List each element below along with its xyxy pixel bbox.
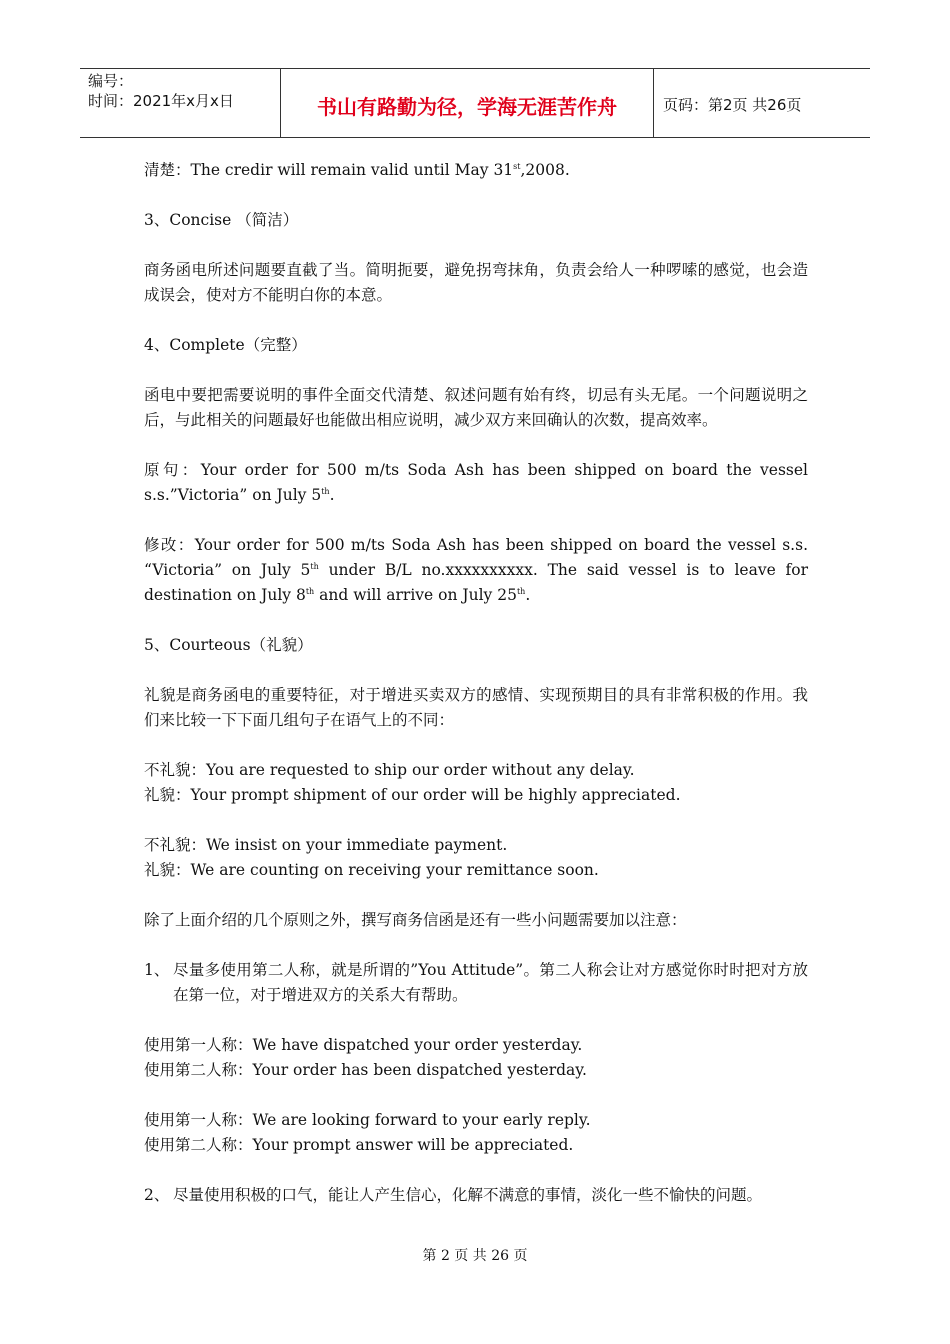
page-footer: 第 2 页 共 26 页 — [422, 1248, 528, 1264]
example-rude-1: 不礼貌：You are requested to ship our order without any delay. — [144, 761, 635, 779]
paragraph-courteous: 礼貌是商务函电的重要特征，对于增进买卖双方的感情、实现预期目的具有非常积极的作用。我们来比较一下下面几组句子在语气上的不同： — [144, 686, 808, 729]
example-revised: 修改：Your order for 500 m/ts Soda Ash has been shipped on board the vessel s.s. “Victoria” on July 5th under B/L no.xxxxxxxxxx. The said vessel is to leave for destination on July 8th and will arrive on July 25th. — [144, 536, 809, 604]
heading-courteous: 5、Courteous（礼貌） — [144, 636, 313, 654]
heading-concise: 3、Concise （简洁） — [144, 211, 299, 229]
example-first-person-1: 使用第一人称：We have dispatched your order yesterday. — [144, 1036, 583, 1054]
header-motto: 书山有路勤为径，学海无涯苦作舟 — [281, 69, 654, 137]
date-label: 时间：2021年x月x日 — [88, 92, 234, 110]
example-second-person-2: 使用第二人称：Your prompt answer will be appreciated. — [144, 1136, 574, 1154]
list-item-2 — [144, 1183, 808, 1208]
paragraph-complete: 函电中要把需要说明的事件全面交代清楚、叙述问题有始有终，切忌有头无尾。一个问题说明之后，与此相关的问题最好也能做出相应说明，减少双方来回确认的次数，提高效率。 — [144, 386, 808, 429]
document-body — [144, 158, 808, 1208]
paragraph-clear: 清楚：The credir will remain valid until May 31st,2008. — [144, 161, 570, 179]
list-number: 2、 — [144, 1186, 170, 1204]
list-item-1 — [144, 958, 808, 1008]
header-meta — [80, 69, 281, 137]
list-number: 1、 — [144, 961, 170, 979]
list-item-text: 尽量多使用第二人称，就是所谓的”You Attitude”。第二人称会让对方感觉你时时把对方放在第一位，对于增进双方的关系大有帮助。 — [173, 961, 808, 1004]
page-header — [80, 68, 870, 138]
list-item-text: 尽量使用积极的口气，能让人产生信心，化解不满意的事情，淡化一些不愉快的问题。 — [173, 1186, 763, 1204]
example-original: 原句：Your order for 500 m/ts Soda Ash has been shipped on board the vessel s.s.”Victoria” on July 5th. — [144, 461, 808, 504]
paragraph-besides: 除了上面介绍的几个原则之外，撰写商务信函是还有一些小问题需要加以注意： — [144, 911, 687, 929]
example-polite-1: 礼貌：Your prompt shipment of our order will be highly appreciated. — [144, 786, 681, 804]
example-second-person-1: 使用第二人称：Your order has been dispatched yesterday. — [144, 1061, 587, 1079]
example-first-person-2: 使用第一人称：We are looking forward to your early reply. — [144, 1111, 591, 1129]
header-page-label: 页码：第2页 共26页 — [663, 95, 802, 114]
example-polite-2: 礼貌：We are counting on receiving your remittance soon. — [144, 861, 599, 879]
serial-label: 编号： — [88, 72, 134, 90]
heading-complete: 4、Complete（完整） — [144, 336, 307, 354]
example-rude-2: 不礼貌：We insist on your immediate payment. — [144, 836, 508, 854]
paragraph-concise: 商务函电所述问题要直截了当。简明扼要，避免拐弯抹角，负责会给人一种啰嗦的感觉，也会造成误会，使对方不能明白你的本意。 — [144, 261, 808, 304]
